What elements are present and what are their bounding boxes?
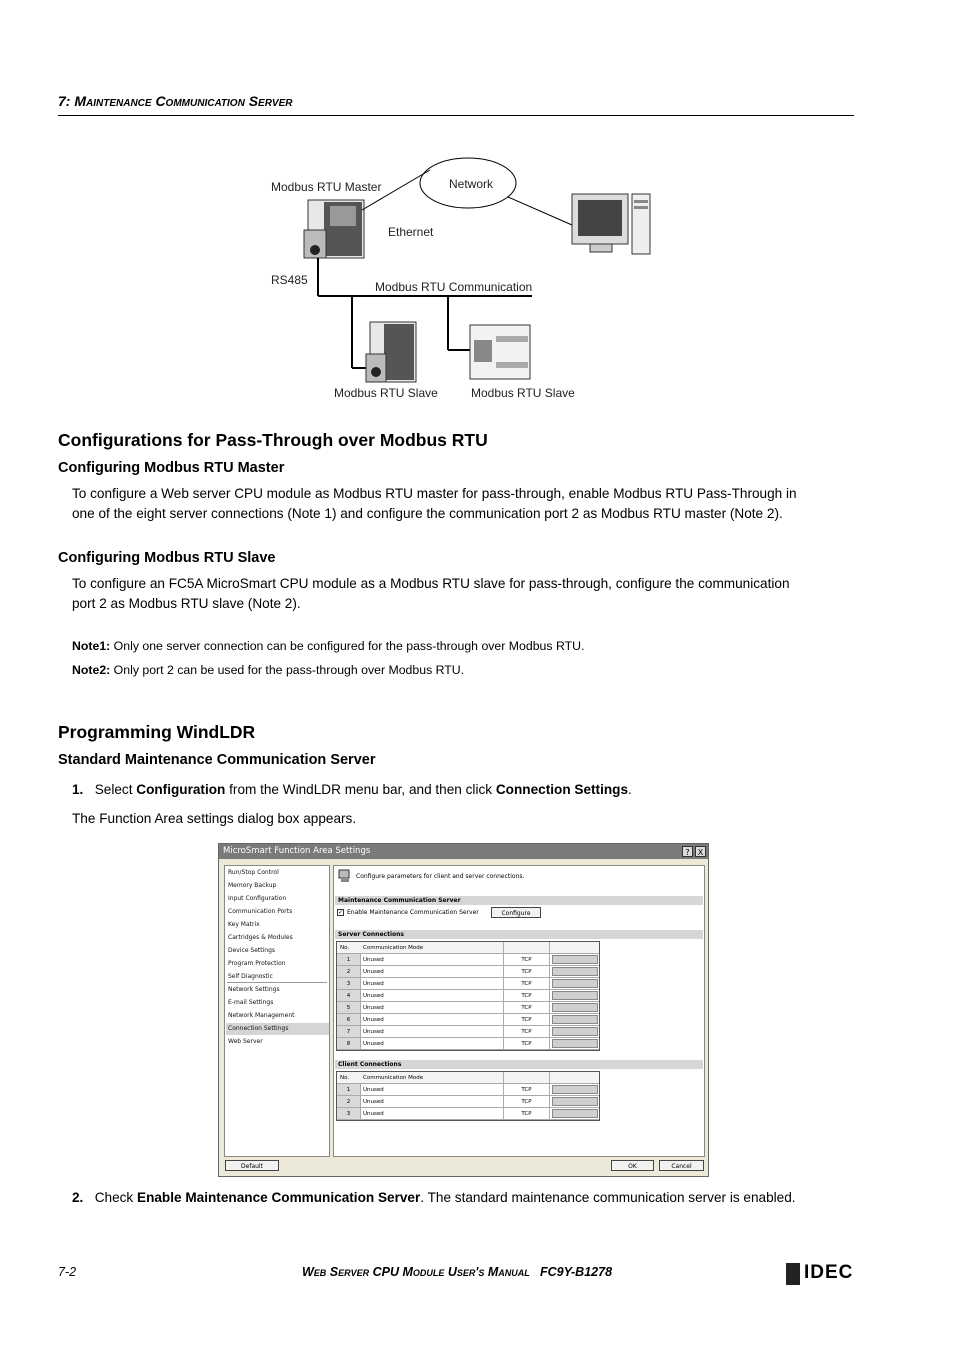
client-row[interactable] [337, 1096, 599, 1108]
computer-settings-icon [338, 869, 352, 883]
client-row-no: 3 [337, 1108, 361, 1119]
computer-icon [572, 194, 650, 254]
client-connections-section: Client Connections [335, 1060, 703, 1069]
server-row-settings-cell[interactable] [549, 1026, 599, 1037]
note-2-text: Only port 2 can be used for the pass-through over Modbus RTU. [110, 663, 465, 677]
chapter-header: 7: Maintenance Communication Server [58, 93, 293, 109]
server-row-no: 8 [337, 1038, 361, 1049]
help-button[interactable]: ? [682, 846, 693, 857]
server-row-protocol: TCP [503, 1002, 549, 1013]
server-row[interactable] [337, 978, 599, 990]
server-row-no: 7 [337, 1026, 361, 1037]
server-row-settings-cell[interactable] [549, 978, 599, 989]
client-row-no: 1 [337, 1084, 361, 1095]
server-row-settings-box[interactable] [552, 1027, 598, 1036]
nav-item-email-settings[interactable]: E-mail Settings [228, 999, 274, 1006]
server-row-no: 1 [337, 954, 361, 965]
client-row-settings-cell[interactable] [549, 1096, 599, 1107]
server-row-settings-cell[interactable] [549, 1014, 599, 1025]
note-1-label: Note1: [72, 639, 111, 653]
manual-code: FC9Y-B1278 [540, 1265, 613, 1279]
header-rule [58, 115, 854, 116]
settings-nav-list [224, 865, 330, 1157]
label-master: Modbus RTU Master [271, 180, 382, 194]
server-row-settings-box[interactable] [552, 955, 598, 964]
step-2 [72, 1188, 857, 1208]
client-row-settings-cell[interactable] [549, 1084, 599, 1095]
server-row-no: 3 [337, 978, 361, 989]
heading-rtu-slave: Configuring Modbus RTU Slave [58, 550, 276, 566]
client-col-no: No. [340, 1075, 350, 1081]
server-row[interactable] [337, 1026, 599, 1038]
dialog-title-bar [219, 844, 708, 859]
nav-item-communication-ports[interactable]: Communication Ports [228, 908, 293, 915]
server-row-no: 6 [337, 1014, 361, 1025]
nav-item-device-settings[interactable]: Device Settings [228, 947, 276, 954]
enable-maint-checkbox[interactable]: ✓ [338, 909, 344, 916]
server-row-protocol: TCP [503, 966, 549, 977]
server-row-no: 5 [337, 1002, 361, 1013]
client-row-no: 2 [337, 1096, 361, 1107]
server-connections-table [336, 941, 600, 1051]
paragraph-master-line2: one of the eight server connections (Note 1) and configure the communication port 2 as Modbus RTU master (Note 2). [72, 506, 783, 521]
step-1 [72, 780, 857, 800]
client-col-extra [549, 1072, 599, 1083]
client-row-settings-box[interactable] [552, 1085, 598, 1094]
server-row-no: 4 [337, 990, 361, 1001]
manual-title: Web Server CPU Module User's Manual [302, 1265, 530, 1279]
server-row-protocol: TCP [503, 990, 549, 1001]
server-row-mode: Unused [363, 1005, 384, 1011]
client-row-mode: Unused [363, 1111, 384, 1117]
step-2-text-c: . The standard maintenance communication server is enabled. [420, 1190, 796, 1205]
step-2-number: 2. [72, 1190, 84, 1205]
nav-item-self-diagnostic[interactable]: Self Diagnostic [228, 973, 273, 980]
server-row-settings-cell[interactable] [549, 966, 599, 977]
step-1-connection-settings: Connection Settings [495, 782, 629, 797]
client-row[interactable] [337, 1108, 599, 1120]
nav-item-network-management[interactable]: Network Management [228, 1012, 295, 1019]
step-1-configuration: Configuration [136, 782, 226, 797]
paragraph-master [72, 484, 857, 524]
client-row-mode: Unused [363, 1099, 384, 1105]
client-row-mode: Unused [363, 1087, 384, 1093]
client-row[interactable] [337, 1084, 599, 1096]
nav-item-network-settings[interactable]: Network Settings [228, 986, 280, 993]
nav-item-web-server[interactable]: Web Server [228, 1038, 263, 1045]
server-row-settings-cell[interactable] [549, 990, 599, 1001]
client-col-protocol [503, 1072, 549, 1083]
server-row-settings-box[interactable] [552, 979, 598, 988]
server-row-settings-box[interactable] [552, 1003, 598, 1012]
server-row-mode: Unused [363, 969, 384, 975]
client-row-settings-cell[interactable] [549, 1108, 599, 1119]
server-row-settings-box[interactable] [552, 1015, 598, 1024]
server-row-mode: Unused [363, 1029, 384, 1035]
note-2 [72, 663, 464, 677]
page-number: 7-2 [58, 1265, 77, 1279]
label-network: Network [449, 177, 494, 191]
heading-rtu-master: Configuring Modbus RTU Master [58, 460, 285, 476]
nav-item-key-matrix[interactable]: Key Matrix [228, 921, 260, 928]
nav-item-run-stop[interactable]: Run/Stop Control [228, 869, 279, 876]
server-row-settings-cell[interactable] [549, 954, 599, 965]
default-button[interactable]: Default [225, 1160, 279, 1171]
nav-item-connection-settings[interactable]: Connection Settings [228, 1025, 289, 1032]
idec-logo-mark [786, 1263, 800, 1285]
dialog-description: Configure parameters for client and server connections. [356, 873, 525, 880]
client-col-mode: Communication Mode [363, 1075, 424, 1081]
client-row-protocol: TCP [503, 1084, 549, 1095]
enable-maint-label: Enable Maintenance Communication Server [347, 909, 479, 916]
server-row[interactable] [337, 966, 599, 978]
label-communication: Modbus RTU Communication [375, 280, 533, 294]
master-plc-icon [304, 200, 364, 258]
step-1-text-c: from the WindLDR menu bar, and then click [225, 782, 496, 797]
client-row-protocol: TCP [503, 1108, 549, 1119]
client-row-protocol: TCP [503, 1096, 549, 1107]
server-row[interactable] [337, 954, 599, 966]
step-1-text-a: Select [94, 782, 137, 797]
section-title-passthrough: Configurations for Pass-Through over Modbus RTU [58, 430, 488, 450]
server-row-settings-cell[interactable] [549, 1038, 599, 1049]
close-button[interactable]: X [695, 846, 706, 857]
server-row-protocol: TCP [503, 954, 549, 965]
step-1-text-e: . [628, 782, 632, 797]
label-rs485: RS485 [271, 273, 308, 287]
server-row-protocol: TCP [503, 1014, 549, 1025]
server-row-settings-box[interactable] [552, 1039, 598, 1048]
label-ethernet: Ethernet [388, 225, 434, 239]
dialog-title: MicroSmart Function Area Settings [223, 846, 371, 856]
server-row-mode: Unused [363, 981, 384, 987]
note-1-text: Only one server connection can be configured for the pass-through over Modbus RTU. [110, 639, 585, 653]
nav-item-memory-backup[interactable]: Memory Backup [228, 882, 277, 889]
server-col-protocol [503, 942, 549, 953]
server-row-no: 2 [337, 966, 361, 977]
server-row-mode: Unused [363, 993, 384, 999]
server-connections-section: Server Connections [335, 930, 703, 939]
nav-divider [227, 982, 327, 983]
cancel-button[interactable]: Cancel [659, 1160, 704, 1171]
label-slave-2: Modbus RTU Slave [471, 386, 575, 400]
client-row-settings-box[interactable] [552, 1097, 598, 1106]
idec-logo: IDEC [804, 1262, 854, 1283]
heading-standard-server: Standard Maintenance Communication Server [58, 752, 376, 768]
server-row-mode: Unused [363, 1041, 384, 1047]
function-area-settings-dialog [218, 843, 709, 1177]
step-2-text-a: Check [94, 1190, 137, 1205]
server-row-protocol: TCP [503, 978, 549, 989]
slave2-plc-icon [470, 325, 530, 379]
client-connections-table [336, 1071, 600, 1121]
section-title-windldr: Programming WindLDR [58, 722, 256, 742]
server-row[interactable] [337, 1002, 599, 1014]
nav-item-input-configuration[interactable]: Input Configuration [228, 895, 287, 902]
paragraph-master-line1: To configure a Web server CPU module as Modbus RTU master for pass-through, enable Modbus RTU Pass-Through in [72, 486, 797, 501]
server-row-mode: Unused [363, 1017, 384, 1023]
slave1-plc-icon [366, 322, 416, 382]
server-col-no: No. [340, 945, 350, 951]
server-row-settings-box[interactable] [552, 991, 598, 1000]
server-col-extra [549, 942, 599, 953]
note-1 [72, 639, 584, 653]
server-row-settings-box[interactable] [552, 967, 598, 976]
server-table-header [337, 942, 599, 954]
server-row[interactable] [337, 1038, 599, 1050]
paragraph-slave-line2: port 2 as Modbus RTU slave (Note 2). [72, 596, 301, 611]
label-slave-1: Modbus RTU Slave [334, 386, 438, 400]
server-row-settings-cell[interactable] [549, 1002, 599, 1013]
server-col-mode: Communication Mode [363, 945, 424, 951]
client-row-settings-box[interactable] [552, 1109, 598, 1118]
server-row[interactable] [337, 1014, 599, 1026]
nav-item-cartridges[interactable]: Cartridges & Modules [228, 934, 293, 941]
nav-item-program-protection[interactable]: Program Protection [228, 960, 286, 967]
server-row-protocol: TCP [503, 1038, 549, 1049]
paragraph-slave [72, 574, 857, 614]
step-1-number: 1. [72, 782, 84, 797]
ok-button[interactable]: OK [611, 1160, 654, 1171]
server-row[interactable] [337, 990, 599, 1002]
server-row-mode: Unused [363, 957, 384, 963]
step-2-enable-server: Enable Maintenance Communication Server [137, 1190, 421, 1205]
settings-content-panel [333, 865, 705, 1157]
step-1-result: The Function Area settings dialog box appears. [72, 811, 357, 826]
paragraph-slave-line1: To configure an FC5A MicroSmart CPU module as a Modbus RTU slave for pass-through, configure the communication [72, 576, 790, 591]
note-2-label: Note2: [72, 663, 111, 677]
maint-server-section: Maintenance Communication Server [335, 896, 703, 905]
server-row-protocol: TCP [503, 1026, 549, 1037]
configure-button[interactable]: Configure [491, 907, 541, 918]
client-table-header [337, 1072, 599, 1084]
